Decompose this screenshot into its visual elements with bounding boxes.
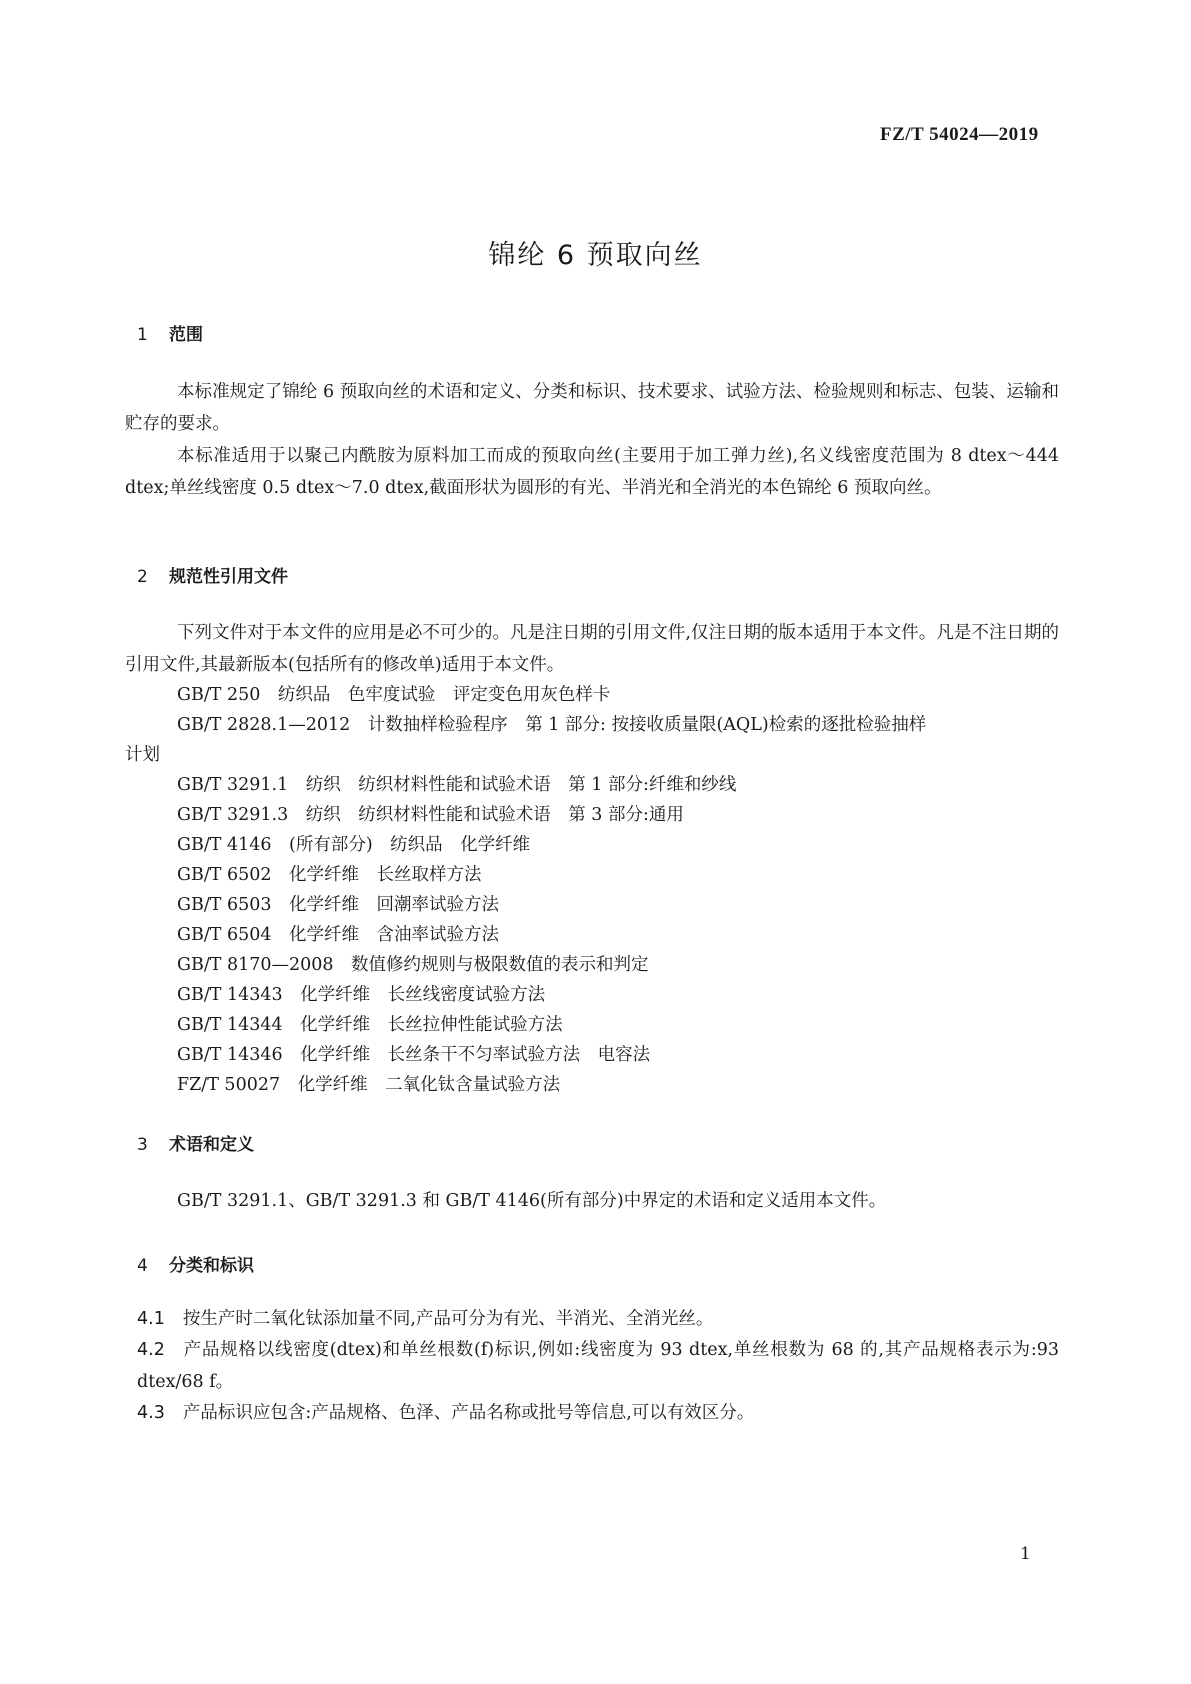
reference-item: GB/T 6502 化学纤维 长丝取样方法 (177, 865, 482, 885)
section-number: 3 (137, 1135, 148, 1155)
clause-text: 产品标识应包含:产品规格、色泽、产品名称或批号等信息,可以有效区分。 (182, 1403, 755, 1423)
reference-item: GB/T 3291.1 纺织 纺织材料性能和试验术语 第 1 部分:纤维和纱线 (177, 775, 737, 795)
clause-text: 产品规格以线密度(dtex)和单丝根数(f)标识,例如:线密度为 93 dtex,单丝根数为 68 的,其产品规格表示为:93 dtex/68 f。 (137, 1340, 1059, 1392)
section-number: 2 (137, 567, 148, 587)
paragraph (125, 440, 1059, 504)
paragraph-text: 下列文件对于本文件的应用是必不可少的。凡是注日期的引用文件,仅注日期的版本适用于本文件。凡是不注日期的引用文件,其最新版本(包括所有的修改单)适用于本文件。 (125, 623, 1059, 675)
section-3-heading (137, 1130, 254, 1155)
document-title: 锦纶 6 预取向丝 (488, 240, 703, 271)
section-title: 规范性引用文件 (169, 567, 288, 587)
reference-item: GB/T 3291.3 纺织 纺织材料性能和试验术语 第 3 部分:通用 (177, 805, 684, 825)
reference-item: GB/T 250 纺织品 色牢度试验 评定变色用灰色样卡 (177, 685, 611, 705)
clause-item (137, 1334, 1059, 1398)
reference-item: GB/T 2828.1—2012 计数抽样检验程序 第 1 部分: 按接收质量限(AQL)检索的逐批检验抽样 (177, 715, 927, 735)
reference-item: GB/T 14346 化学纤维 长丝条干不匀率试验方法 电容法 (177, 1045, 651, 1065)
reference-item: GB/T 14343 化学纤维 长丝线密度试验方法 (177, 985, 546, 1005)
section-1-heading (137, 320, 203, 345)
section-title: 分类和标识 (169, 1256, 254, 1276)
paragraph: GB/T 3291.1、GB/T 3291.3 和 GB/T 4146(所有部分)中界定的术语和定义适用本文件。 (177, 1191, 887, 1211)
reference-item: GB/T 6503 化学纤维 回潮率试验方法 (177, 895, 500, 915)
reference-item: FZ/T 50027 化学纤维 二氧化钛含量试验方法 (177, 1075, 561, 1095)
clause-item (137, 1397, 1059, 1429)
clause-number: 4.3 (137, 1403, 165, 1423)
paragraph-text: 本标准适用于以聚己内酰胺为原料加工而成的预取向丝(主要用于加工弹力丝),名义线密度范围为 8 dtex～444 dtex;单丝线密度 0.5 dtex～7.0 dtex,截面形状为圆形的有光、半消光和全消光的本色锦纶 6 预取向丝。 (125, 446, 1059, 498)
reference-item: GB/T 14344 化学纤维 长丝拉伸性能试验方法 (177, 1015, 563, 1035)
reference-item-continuation: 计划 (125, 745, 160, 765)
standard-code: FZ/T 54024—2019 (880, 124, 1039, 145)
page-number: 1 (1020, 1544, 1031, 1564)
section-number: 4 (137, 1256, 148, 1276)
clause-number: 4.2 (137, 1340, 165, 1360)
section-title: 范围 (169, 325, 203, 345)
section-title: 术语和定义 (169, 1135, 254, 1155)
reference-item: GB/T 6504 化学纤维 含油率试验方法 (177, 925, 500, 945)
clause-item (137, 1303, 1059, 1335)
clause-text: 按生产时二氧化钛添加量不同,产品可分为有光、半消光、全消光丝。 (182, 1309, 714, 1329)
paragraph (125, 617, 1059, 681)
section-2-heading (137, 562, 288, 587)
reference-item: GB/T 8170—2008 数值修约规则与极限数值的表示和判定 (177, 955, 649, 975)
section-4-heading (137, 1251, 254, 1276)
section-number: 1 (137, 325, 148, 345)
paragraph (125, 376, 1059, 440)
paragraph-text: 本标准规定了锦纶 6 预取向丝的术语和定义、分类和标识、技术要求、试验方法、检验规则和标志、包装、运输和贮存的要求。 (125, 382, 1059, 434)
reference-item: GB/T 4146 (所有部分) 纺织品 化学纤维 (177, 835, 531, 855)
clause-number: 4.1 (137, 1309, 165, 1329)
